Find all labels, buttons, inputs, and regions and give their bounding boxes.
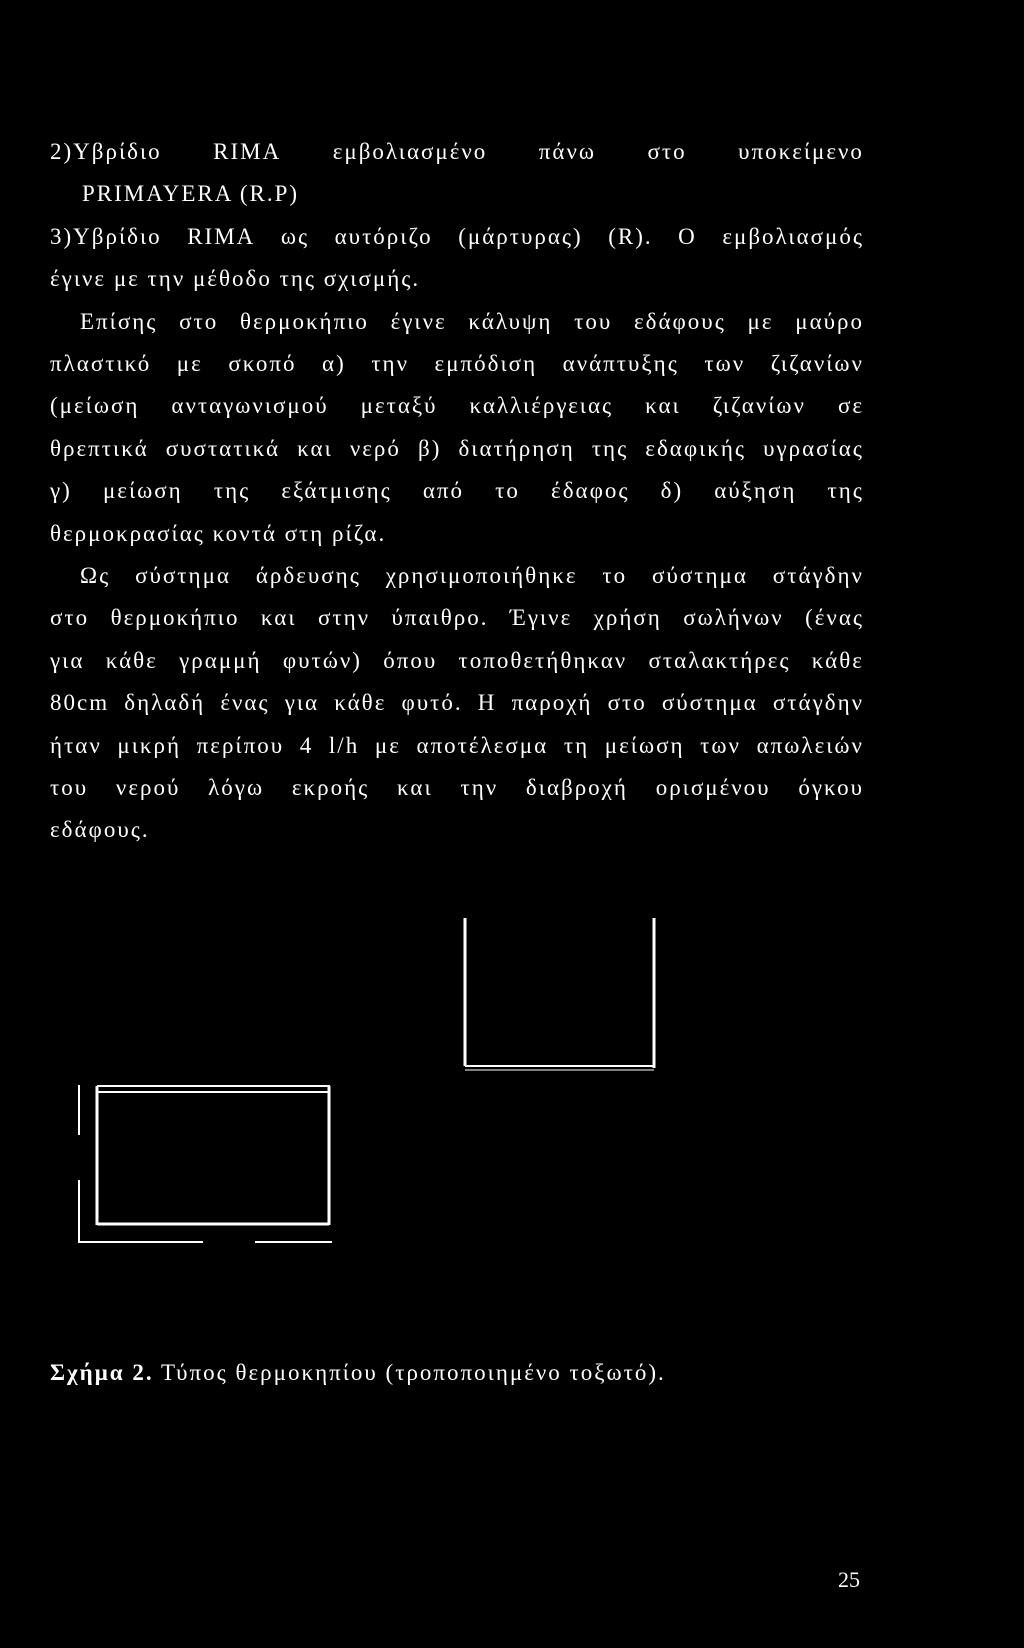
word: εμβολιασμός bbox=[722, 223, 864, 249]
word: παροχή bbox=[511, 690, 593, 716]
word: δηλαδή bbox=[124, 690, 206, 716]
word: της bbox=[591, 435, 629, 461]
word: (μάρτυρας) bbox=[458, 223, 583, 249]
text-line: έγινε με την μέθοδο της σχισμής. bbox=[50, 266, 421, 292]
word: Έγινε bbox=[509, 605, 573, 631]
word: σύστημα bbox=[135, 563, 231, 588]
word: β) bbox=[418, 435, 442, 461]
word: τοποθετήθηκαν bbox=[458, 647, 628, 673]
word: σύστημα bbox=[652, 563, 748, 588]
word: άρδευσης bbox=[255, 563, 361, 588]
word: μείωση bbox=[604, 732, 685, 758]
word: υποκείμενο bbox=[738, 139, 864, 164]
word: ως bbox=[280, 223, 310, 249]
word: δ) bbox=[660, 478, 684, 504]
word: για bbox=[284, 690, 320, 716]
word: θρεπτικά bbox=[50, 435, 149, 461]
word: πάνω bbox=[538, 139, 596, 164]
word: (R). bbox=[608, 223, 653, 249]
greenhouse-section-upper bbox=[465, 918, 654, 1070]
word: κάλυψη bbox=[468, 308, 553, 334]
figure-caption bbox=[50, 1360, 666, 1386]
word: εμπόδιση bbox=[434, 351, 538, 376]
word: ορισμένου bbox=[655, 775, 771, 800]
word: και bbox=[297, 435, 333, 461]
word: διαβροχή bbox=[525, 775, 628, 800]
figure-caption-text: Τύπος θερμοκηπίου (τροποποιημένο τοξωτό). bbox=[160, 1360, 666, 1385]
word: (μείωση bbox=[50, 393, 140, 419]
word: με bbox=[176, 351, 203, 376]
word: γραμμή bbox=[179, 647, 262, 673]
word: εδαφικής bbox=[645, 435, 747, 461]
word: από bbox=[422, 478, 465, 504]
word: περίπου bbox=[196, 732, 285, 758]
word: 80cm bbox=[50, 690, 110, 716]
word: της bbox=[213, 478, 251, 504]
word: λόγω bbox=[208, 775, 265, 800]
word: ήταν bbox=[50, 732, 102, 758]
word: Ως bbox=[80, 563, 111, 588]
word: φυτό. bbox=[401, 690, 463, 716]
page-number: 25 bbox=[838, 1567, 860, 1592]
word: θερμοκήπιο bbox=[110, 605, 240, 631]
word: υγρασίας bbox=[763, 435, 864, 461]
word: χρησιμοποιήθηκε bbox=[385, 563, 578, 588]
greenhouse-section-lower bbox=[79, 1085, 332, 1243]
word: φυτών) bbox=[282, 647, 362, 673]
word: ζιζανίων bbox=[712, 393, 806, 419]
word: στο bbox=[647, 139, 687, 164]
word: εξάτμισης bbox=[281, 478, 392, 504]
figure-caption-label: Σχήμα 2. bbox=[50, 1360, 154, 1385]
word: Η bbox=[477, 690, 497, 716]
word: κάθε bbox=[105, 647, 158, 673]
word: γ) bbox=[50, 478, 72, 504]
word: 3)Υβρίδιο bbox=[50, 223, 162, 249]
word: νερό bbox=[349, 435, 401, 461]
word: αποτέλεσμα bbox=[416, 732, 549, 758]
word: στάγδην bbox=[772, 690, 864, 716]
word: αυτόριζο bbox=[334, 223, 433, 249]
word: σωλήνων bbox=[683, 605, 784, 631]
word: ανάπτυξης bbox=[562, 351, 679, 376]
word: 2)Υβρίδιο bbox=[50, 139, 162, 164]
word: και bbox=[260, 605, 297, 631]
word: συστατικά bbox=[165, 435, 281, 461]
word: καλλιέργειας bbox=[469, 393, 614, 419]
word: ένας bbox=[220, 690, 270, 716]
word: κάθε bbox=[334, 690, 387, 716]
word: και bbox=[397, 775, 433, 800]
word: (ένας bbox=[805, 605, 864, 631]
word: της bbox=[827, 478, 864, 504]
word: εδάφους bbox=[633, 308, 726, 334]
word: χρήση bbox=[593, 605, 662, 631]
word: το bbox=[495, 478, 520, 504]
word: σκοπό bbox=[228, 351, 297, 376]
word: πλαστικό bbox=[50, 351, 152, 376]
word: α) bbox=[322, 351, 346, 376]
word: την bbox=[460, 775, 499, 800]
word: ανταγωνισμού bbox=[171, 393, 329, 419]
word: θερμοκήπιο bbox=[239, 308, 369, 334]
word: εκροής bbox=[291, 775, 370, 800]
word: RIMA bbox=[213, 139, 282, 164]
word: 4 bbox=[299, 732, 314, 758]
word: RIMA bbox=[187, 223, 256, 249]
word: του bbox=[574, 308, 613, 334]
word: στο bbox=[50, 605, 90, 631]
word: l/h bbox=[328, 732, 360, 758]
word: μαύρο bbox=[795, 308, 864, 334]
word: διατήρηση bbox=[458, 435, 575, 461]
word: σύστημα bbox=[661, 690, 758, 716]
word: των bbox=[704, 351, 746, 376]
word: στο bbox=[607, 690, 647, 716]
word: για bbox=[50, 647, 85, 673]
word: στο bbox=[179, 308, 219, 334]
word: αύξηση bbox=[714, 478, 797, 504]
word: στην bbox=[317, 605, 371, 631]
word: με bbox=[747, 308, 774, 334]
word: μεταξύ bbox=[360, 393, 438, 419]
text-line: θερμοκρασίας κοντά στη ρίζα. bbox=[50, 520, 387, 546]
text-line: PRIMAYERA (R.P) bbox=[82, 181, 300, 207]
word: μείωση bbox=[102, 478, 183, 504]
word: ύπαιθρο. bbox=[391, 605, 489, 631]
word: Επίσης bbox=[80, 308, 158, 334]
word: των bbox=[700, 732, 741, 758]
word: στάγδην bbox=[772, 563, 864, 588]
word: τη bbox=[563, 732, 590, 758]
word: κάθε bbox=[811, 647, 864, 673]
text-line: εδάφους. bbox=[50, 817, 150, 843]
word: το bbox=[602, 563, 628, 588]
word: απωλειών bbox=[756, 732, 864, 758]
word: έγινε bbox=[390, 308, 447, 334]
word: μικρή bbox=[117, 732, 182, 758]
word: έδαφος bbox=[551, 478, 630, 504]
word: και bbox=[645, 393, 681, 419]
word: Ο bbox=[678, 223, 697, 249]
word: όγκου bbox=[798, 775, 864, 800]
word: νερού bbox=[115, 775, 181, 800]
word: σταλακτήρες bbox=[648, 647, 791, 673]
word: ζιζανίων bbox=[770, 351, 864, 376]
word: όπου bbox=[383, 647, 438, 673]
word: του bbox=[50, 775, 89, 800]
word: την bbox=[371, 351, 409, 376]
word: σε bbox=[837, 393, 864, 419]
word: εμβολιασμένο bbox=[332, 139, 488, 164]
word: με bbox=[374, 732, 401, 758]
